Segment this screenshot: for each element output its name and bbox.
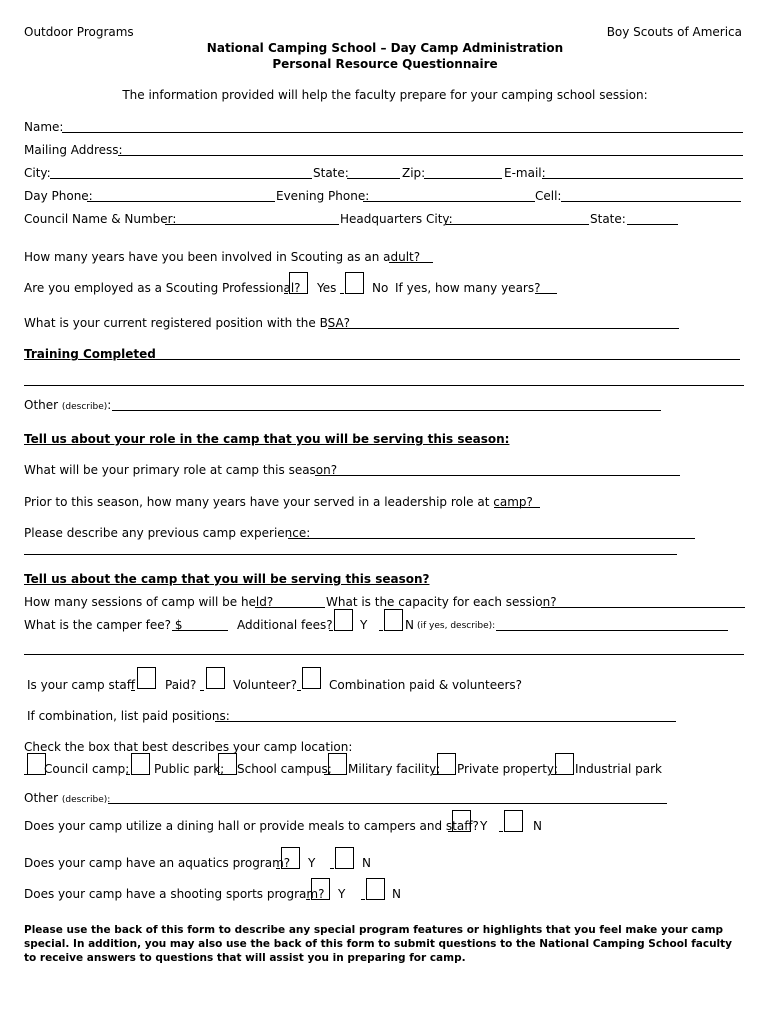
training-other-label: Other (describe):	[24, 398, 112, 412]
location-private-checkbox[interactable]	[437, 753, 456, 775]
day-phone-label: Day Phone:	[24, 189, 93, 203]
employed-question: Are you employed as a Scouting Professional?	[24, 281, 301, 295]
header-right: Boy Scouts of America	[606, 25, 742, 39]
location-military-label: Military facility;	[348, 762, 441, 776]
city-label: City:	[24, 166, 51, 180]
dining-yes-label: Y	[480, 819, 488, 833]
shooting-no-line	[361, 899, 365, 900]
form-title: National Camping School – Day Camp Administration	[206, 41, 564, 55]
years-adult-question: How many years have you been involved in Scouting as an adult?	[24, 250, 421, 264]
training-field[interactable]	[155, 359, 740, 360]
council-field[interactable]	[165, 224, 339, 225]
state-field[interactable]	[347, 178, 400, 179]
previous-experience-question: Please describe any previous camp experience:	[24, 526, 311, 540]
mailing-address-field[interactable]	[118, 155, 743, 156]
staff-volunteer-label: Volunteer?	[233, 678, 297, 692]
fees-yes-line	[329, 630, 333, 631]
shooting-no-checkbox[interactable]	[366, 878, 385, 900]
fees-describe-field-2[interactable]	[24, 654, 744, 655]
fees-describe-label: (if yes, describe):	[417, 621, 496, 631]
camper-fee-field[interactable]	[172, 630, 228, 631]
location-private-label: Private property;	[457, 762, 559, 776]
sessions-question: How many sessions of camp will be held?	[24, 595, 274, 609]
cell-field[interactable]	[561, 201, 741, 202]
fees-no-line	[379, 630, 383, 631]
location-military-checkbox[interactable]	[328, 753, 347, 775]
location-school-checkbox[interactable]	[218, 753, 237, 775]
state2-label: State:	[590, 212, 626, 226]
list-paid-field[interactable]	[215, 721, 676, 722]
evening-phone-field[interactable]	[363, 201, 535, 202]
location-other-field[interactable]	[108, 803, 667, 804]
list-paid-label: If combination, list paid positions:	[27, 709, 230, 723]
aquatics-yes-checkbox[interactable]	[281, 847, 300, 869]
staff-combination-checkbox[interactable]	[302, 667, 321, 689]
mailing-address-label: Mailing Address:	[24, 143, 123, 157]
aquatics-no-checkbox[interactable]	[335, 847, 354, 869]
location-school-label: School campus;	[237, 762, 332, 776]
form-subtitle: Personal Resource Questionnaire	[272, 57, 498, 71]
fees-yes-checkbox[interactable]	[334, 609, 353, 631]
sessions-field[interactable]	[255, 607, 325, 608]
dining-no-checkbox[interactable]	[504, 810, 523, 832]
council-label: Council Name & Number:	[24, 212, 177, 226]
fees-yes-label: Y	[360, 618, 368, 632]
role-heading: Tell us about your role in the camp that you will be serving this season:	[24, 432, 510, 446]
intro-text: The information provided will help the faculty prepare for your camping school session:	[122, 88, 648, 102]
shooting-yes-label: Y	[338, 887, 346, 901]
staff-question: Is your camp staff	[27, 678, 136, 692]
training-field-2[interactable]	[24, 385, 744, 386]
previous-experience-field[interactable]	[288, 538, 695, 539]
position-question: What is your current registered position with the BSA?	[24, 316, 351, 330]
camper-fee-question: What is the camper fee? $	[24, 618, 183, 632]
zip-field[interactable]	[424, 178, 502, 179]
shooting-question: Does your camp have a shooting sports program?	[24, 887, 325, 901]
how-many-years-label: If yes, how many years?	[395, 281, 541, 295]
staff-volunteer-checkbox[interactable]	[206, 667, 225, 689]
years-adult-field[interactable]	[389, 262, 433, 263]
fees-describe-field[interactable]	[496, 630, 728, 631]
fees-no-label: N	[405, 618, 414, 632]
staff-paid-label: Paid?	[165, 678, 197, 692]
aquatics-yes-line	[276, 868, 280, 869]
location-question: Check the box that best describes your camp location:	[24, 740, 353, 754]
location-industrial-checkbox[interactable]	[555, 753, 574, 775]
shooting-yes-line	[306, 899, 310, 900]
employed-yes-label: Yes	[317, 281, 337, 295]
header-left: Outdoor Programs	[24, 25, 134, 39]
dining-yes-checkbox[interactable]	[452, 810, 471, 832]
capacity-question: What is the capacity for each session?	[326, 595, 557, 609]
capacity-field[interactable]	[541, 607, 745, 608]
employed-yes-line	[284, 293, 288, 294]
zip-label: Zip:	[402, 166, 426, 180]
staff-volunteer-line	[200, 690, 204, 691]
staff-paid-checkbox[interactable]	[137, 667, 156, 689]
dining-question: Does your camp utilize a dining hall or provide meals to campers and staff?	[24, 819, 479, 833]
dining-no-label: N	[533, 819, 542, 833]
employed-yes-checkbox[interactable]	[289, 272, 308, 294]
state2-field[interactable]	[627, 224, 678, 225]
name-label: Name:	[24, 120, 64, 134]
camp-heading: Tell us about the camp that you will be serving this season?	[24, 572, 430, 586]
prior-years-field[interactable]	[494, 507, 540, 508]
hq-city-field[interactable]	[446, 224, 589, 225]
staff-combination-line	[297, 690, 301, 691]
email-field[interactable]	[542, 178, 743, 179]
training-heading: Training Completed	[24, 347, 156, 361]
staff-paid-line	[131, 690, 135, 691]
cell-label: Cell:	[535, 189, 562, 203]
employed-no-line	[340, 293, 344, 294]
dining-no-line	[499, 831, 503, 832]
location-public-park-checkbox[interactable]	[131, 753, 150, 775]
location-other-label: Other (describe):	[24, 791, 111, 805]
hq-city-label: Headquarters City:	[340, 212, 453, 226]
aquatics-question: Does your camp have an aquatics program?	[24, 856, 291, 870]
primary-role-field[interactable]	[315, 475, 680, 476]
how-many-years-field[interactable]	[535, 293, 557, 294]
prior-years-question: Prior to this season, how many years have your served in a leadership role at camp?	[24, 495, 533, 509]
fees-no-checkbox[interactable]	[384, 609, 403, 631]
day-phone-field[interactable]	[87, 201, 275, 202]
employed-no-label: No	[372, 281, 389, 295]
primary-role-question: What will be your primary role at camp this season?	[24, 463, 338, 477]
location-industrial-label: Industrial park	[575, 762, 662, 776]
footer-instructions: Please use the back of this form to describe any special program features or highlights that you feel make your camp special. In addition, you may also use the back of this form to submit questions to the National Camping School faculty to receive answers to questions that will assist you in preparing for camp.	[24, 924, 733, 964]
location-council-label: Council camp;	[44, 762, 130, 776]
shooting-yes-checkbox[interactable]	[311, 878, 330, 900]
employed-no-checkbox[interactable]	[345, 272, 364, 294]
email-label: E-mail:	[504, 166, 546, 180]
city-field[interactable]	[50, 178, 312, 179]
aquatics-no-label: N	[362, 856, 371, 870]
evening-phone-label: Evening Phone:	[276, 189, 370, 203]
shooting-no-label: N	[392, 887, 401, 901]
loc-park-line	[126, 774, 130, 775]
name-field[interactable]	[62, 132, 743, 133]
additional-fees-question: Additional fees?	[237, 618, 333, 632]
location-public-park-label: Public park;	[154, 762, 225, 776]
state-label: State:	[313, 166, 349, 180]
aquatics-no-line	[330, 868, 334, 869]
position-field[interactable]	[328, 328, 679, 329]
previous-experience-field-2[interactable]	[24, 554, 677, 555]
training-other-field[interactable]	[112, 410, 661, 411]
staff-combination-label: Combination paid & volunteers?	[329, 678, 523, 692]
aquatics-yes-label: Y	[308, 856, 316, 870]
